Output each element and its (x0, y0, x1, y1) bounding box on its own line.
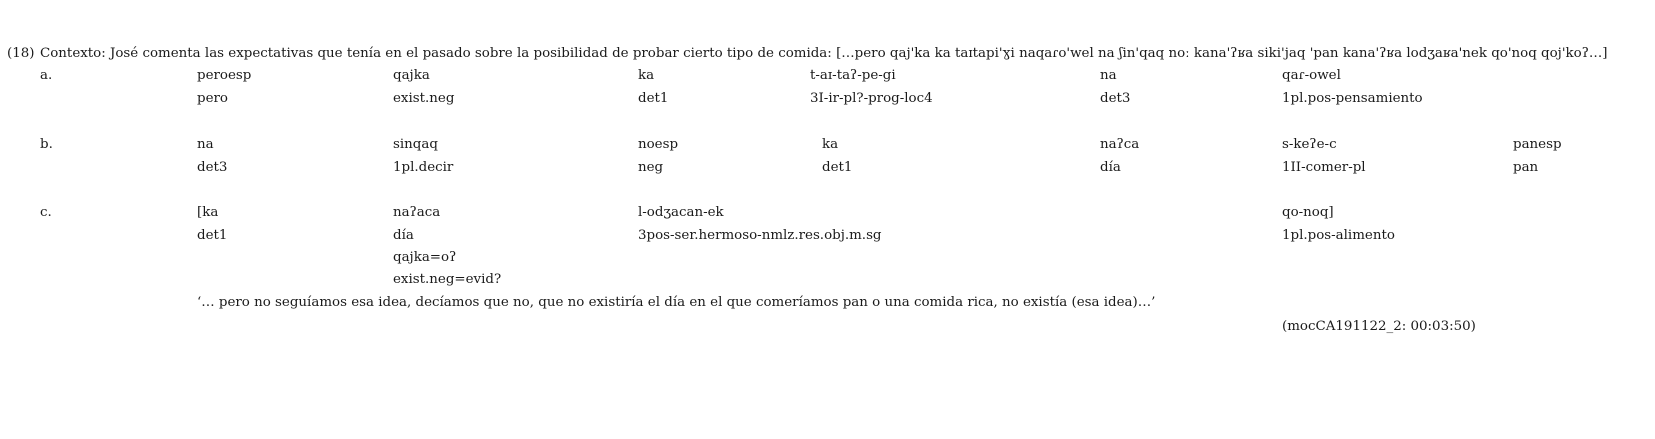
gloss-translation: pero (197, 91, 228, 106)
gloss-word: sinqaq (393, 137, 438, 152)
gloss-translation: det1 (638, 91, 669, 106)
gloss-translation: día (1100, 160, 1121, 175)
gloss-translation: det1 (822, 160, 853, 175)
gloss-word: qajka (393, 68, 430, 83)
gloss-translation: 1pl.pos-alimento (1282, 228, 1395, 243)
gloss-word: naʔaca (393, 205, 441, 220)
gloss-translation: 1pl.decir (393, 160, 454, 175)
gloss-word: l-odʒacan-ek (638, 205, 724, 220)
gloss-word: t-aɪ-taʔ-pe-gi (810, 68, 896, 83)
gloss-word: panesp (1513, 137, 1562, 152)
gloss-word: ka (638, 68, 655, 83)
line-b-label: b. (40, 137, 53, 152)
gloss-word: s-keʔe-c (1282, 137, 1337, 152)
line-c-label: c. (40, 205, 52, 220)
gloss-word: noesp (638, 137, 679, 152)
gloss-word: na (197, 137, 214, 152)
gloss-word: ka (822, 137, 839, 152)
gloss-translation: 1pl.pos-pensamiento (1282, 91, 1423, 106)
gloss-translation: 3pos-ser.hermoso-nmlz.res.obj.m.sg (638, 228, 882, 243)
gloss-word: peroesp (197, 68, 252, 83)
gloss-word: [ka (197, 205, 219, 220)
gloss-word: qajka=oʔ (393, 250, 457, 265)
source-reference: (mocCA191122_2: 00:03:50) (1282, 319, 1476, 334)
gloss-translation: 3I-ir-pl?-prog-loc4 (810, 91, 933, 106)
gloss-translation: día (393, 228, 414, 243)
free-translation: ‘… pero no seguíamos esa idea, decíamos que no, que no existiría el día en el que comeríamos pan o una comida rica, no existía (esa idea)…’ (197, 295, 1156, 310)
gloss-translation: exist.neg=evid? (393, 272, 502, 287)
gloss-translation: det3 (1100, 91, 1131, 106)
gloss-word: na (1100, 68, 1117, 83)
gloss-word: naʔca (1100, 137, 1140, 152)
gloss-translation: exist.neg (393, 91, 455, 106)
line-a-label: a. (40, 68, 53, 83)
gloss-translation: pan (1513, 160, 1539, 175)
gloss-word: qaɾ-owel (1282, 68, 1341, 83)
example-number: (18) (7, 46, 35, 61)
gloss-translation: det1 (197, 228, 228, 243)
gloss-word: qo-noq] (1282, 205, 1334, 220)
gloss-translation: neg (638, 160, 664, 175)
gloss-translation: 1II-comer-pl (1282, 160, 1366, 175)
context-line: Contexto: José comenta las expectativas que tenía en el pasado sobre la posibilidad de probar cierto tipo de comida: […pero qaj'ka ka taɪtapi'ɣi naqaɾo'wel na ʃin'qaq noː kana'ʔʁa siki'jaq 'pan kana'ʔʁa lodʒaʁa'nek qo'noq qoj'koʔ…] (40, 46, 1608, 61)
gloss-translation: det3 (197, 160, 228, 175)
